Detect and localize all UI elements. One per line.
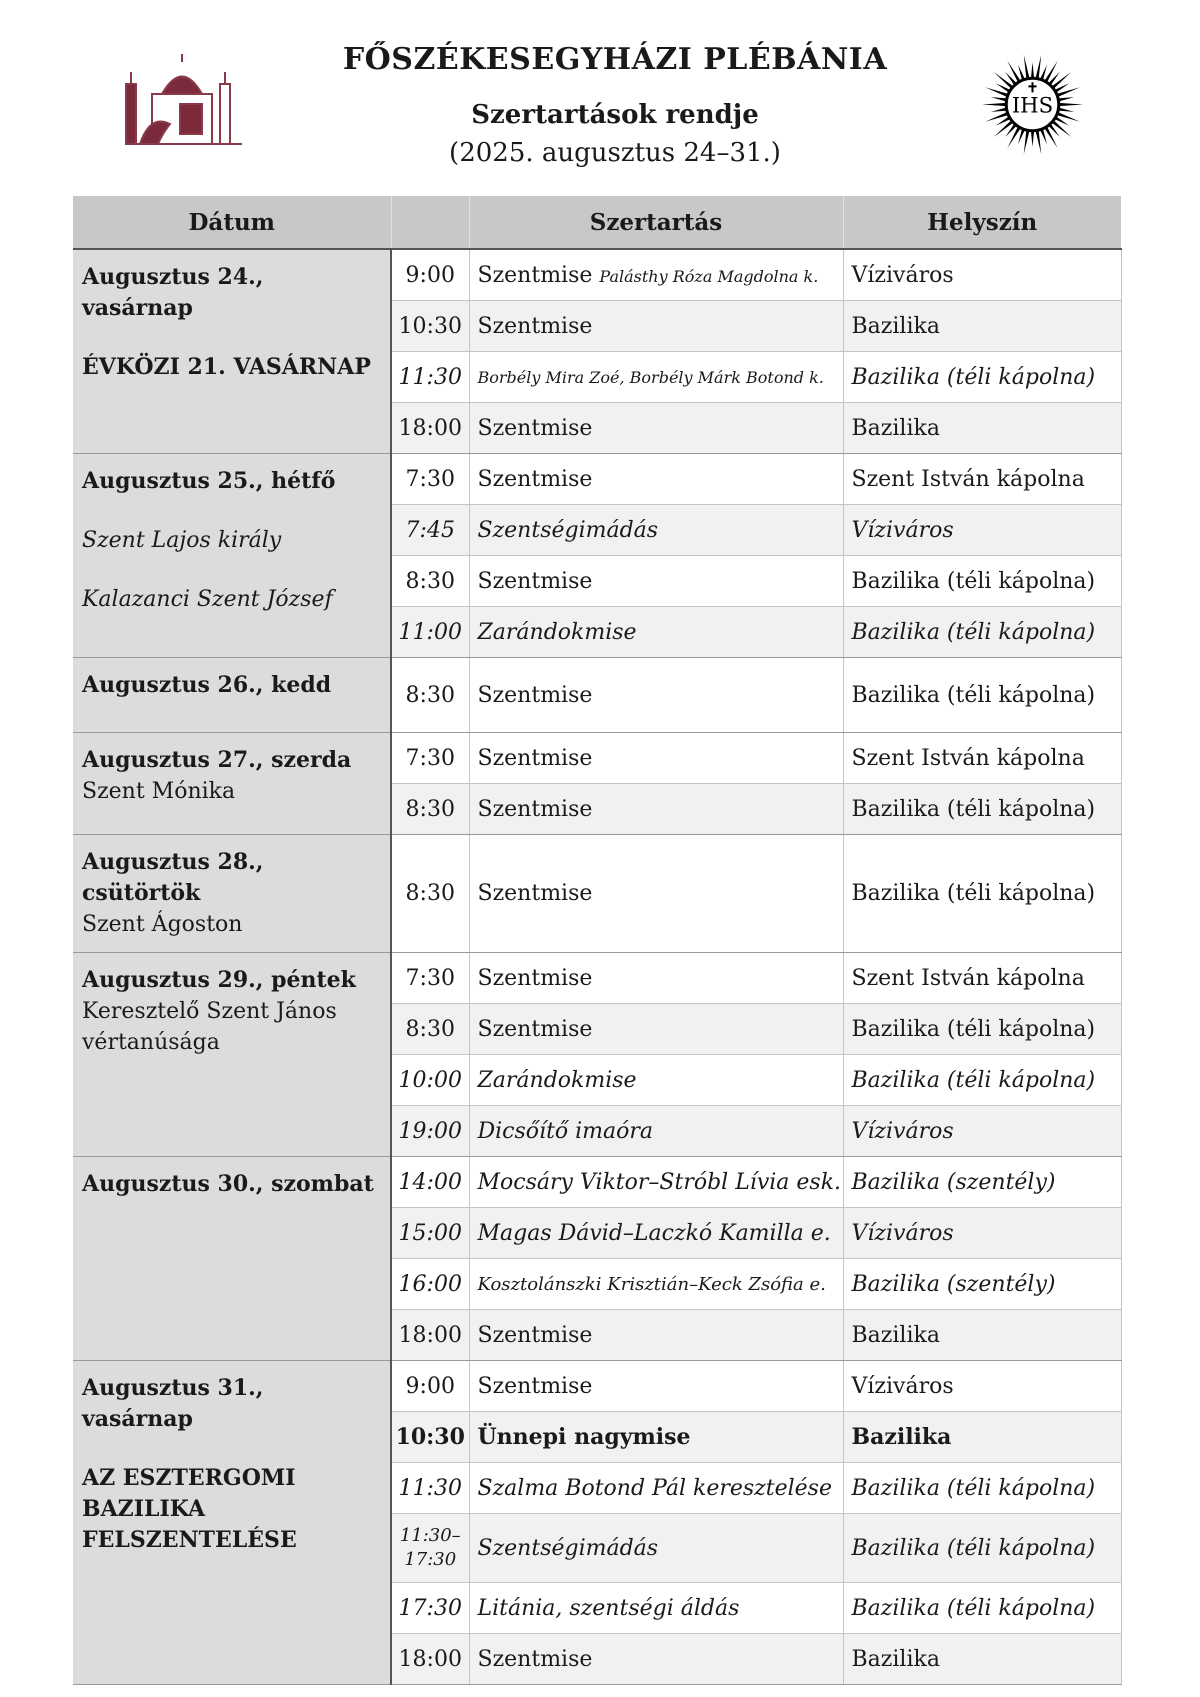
- day-feast: Kalazanci Szent József: [82, 587, 333, 612]
- table-row: [73, 454, 1121, 505]
- event-time: [391, 1514, 469, 1583]
- event-location: Szent István kápolna: [843, 953, 1121, 1004]
- event-location: Víziváros: [843, 1106, 1121, 1157]
- table-row: [73, 249, 1121, 301]
- event-service: Szentmise: [469, 784, 843, 835]
- day-feast: ÉVKÖZI 21. VASÁRNAP: [82, 354, 371, 380]
- event-time: 8:30: [391, 556, 469, 607]
- event-location: Bazilika: [843, 1634, 1121, 1685]
- sun-ray: [1024, 130, 1030, 154]
- day-cell-aug-29: [73, 953, 391, 1157]
- event-time: 17:30: [391, 1583, 469, 1634]
- event-service: Szentmise: [469, 658, 843, 733]
- event-time: 7:30: [391, 953, 469, 1004]
- day-feast: Szent Mónika: [82, 779, 236, 804]
- event-location: Bazilika: [843, 1310, 1121, 1361]
- event-location: Víziváros: [843, 505, 1121, 556]
- ihs-text: IHS: [1011, 92, 1054, 118]
- event-service: Szentmise: [469, 454, 843, 505]
- event-time: 19:00: [391, 1106, 469, 1157]
- event-location: Víziváros: [843, 1208, 1121, 1259]
- ihs-sun-emblem-icon: [980, 52, 1085, 157]
- event-location: Bazilika (téli kápolna): [843, 658, 1121, 733]
- event-time: 18:00: [391, 1634, 469, 1685]
- event-location: Bazilika (téli kápolna): [843, 352, 1121, 403]
- schedule-subtitle: Szertartások rendje: [471, 100, 759, 130]
- event-time: 16:00: [391, 1259, 469, 1310]
- day-date: Augusztus 27., szerda: [82, 747, 352, 773]
- sun-ray: [1059, 103, 1083, 106]
- event-location: Bazilika (téli kápolna): [843, 1004, 1121, 1055]
- event-location: Szent István kápolna: [843, 733, 1121, 784]
- event-time: 10:00: [391, 1055, 469, 1106]
- event-service: Szalma Botond Pál keresztelése: [469, 1463, 843, 1514]
- table-row: [73, 1157, 1121, 1208]
- event-location: Bazilika (téli kápolna): [843, 835, 1121, 953]
- col-header-service: Szertartás: [469, 196, 843, 249]
- event-location: Bazilika (téli kápolna): [843, 1055, 1121, 1106]
- sun-ray: [1007, 126, 1020, 148]
- sun-ray: [991, 97, 1007, 101]
- event-time: 10:30: [391, 301, 469, 352]
- sun-ray: [1040, 65, 1047, 81]
- parish-title: FŐSZÉKESEGYHÁZI PLÉBÁNIA: [342, 42, 888, 77]
- sun-ray: [1018, 129, 1025, 145]
- event-service: Dicsőítő imaóra: [469, 1106, 843, 1157]
- event-time: 8:30: [391, 835, 469, 953]
- day-cell-aug-27: [73, 733, 391, 835]
- event-service: Szentmise: [469, 1634, 843, 1685]
- event-time-start: 11:30–: [399, 1525, 461, 1546]
- event-location: Bazilika: [843, 301, 1121, 352]
- col-header-time: [391, 196, 469, 249]
- event-time: 18:00: [391, 403, 469, 454]
- day-date: Augusztus 30., szombat: [82, 1171, 374, 1197]
- col-header-date: Dátum: [73, 196, 391, 249]
- event-location: Bazilika (téli kápolna): [843, 607, 1121, 658]
- page-header: [0, 0, 1200, 190]
- event-service: Kosztolánszki Krisztián–Keck Zsófia e.: [469, 1259, 843, 1310]
- day-date: Augusztus 28., csütörtök: [82, 849, 264, 906]
- event-location: Bazilika (téli kápolna): [843, 1514, 1121, 1583]
- event-location: Bazilika (szentély): [843, 1157, 1121, 1208]
- event-service: Szentmise: [469, 1004, 843, 1055]
- day-cell-aug-24: [73, 249, 391, 454]
- event-time: 7:30: [391, 454, 469, 505]
- table-row: [73, 835, 1121, 953]
- day-feast: AZ ESZTERGOMI BAZILIKA FELSZENTELÉSE: [82, 1465, 297, 1553]
- sun-ray: [1040, 129, 1047, 145]
- event-time: 8:30: [391, 784, 469, 835]
- event-service: Szentmise: [469, 1361, 843, 1412]
- event-time-end: 17:30: [404, 1549, 457, 1570]
- day-feast: Szent Lajos király: [82, 528, 282, 553]
- date-range: (2025. augusztus 24–31.): [449, 138, 781, 168]
- table-row: [73, 1361, 1121, 1412]
- event-time: 8:30: [391, 1004, 469, 1055]
- sun-ray: [1035, 130, 1041, 154]
- table-header-row: [73, 196, 1121, 249]
- event-time: 11:30: [391, 1463, 469, 1514]
- sun-ray: [1044, 126, 1057, 148]
- event-service: Ünnepi nagymise: [469, 1412, 843, 1463]
- day-date: Augusztus 31., vasárnap: [82, 1375, 264, 1432]
- day-date: Augusztus 29., péntek: [82, 967, 356, 993]
- event-location: Bazilika (téli kápolna): [843, 1463, 1121, 1514]
- sun-ray: [1018, 65, 1025, 81]
- event-service: Szentmise: [469, 1310, 843, 1361]
- event-service: Borbély Mira Zoé, Borbély Márk Botond k.: [469, 352, 843, 403]
- day-feast: Keresztelő Szent János vértanúsága: [82, 999, 337, 1055]
- event-location: Víziváros: [843, 1361, 1121, 1412]
- sun-ray: [1052, 72, 1072, 89]
- day-cell-aug-31: [73, 1361, 391, 1685]
- day-feast: Szent Ágoston: [82, 912, 243, 937]
- event-time: 10:30: [391, 1412, 469, 1463]
- event-service: Magas Dávid–Laczkó Kamilla e.: [469, 1208, 843, 1259]
- event-service: Litánia, szentségi áldás: [469, 1583, 843, 1634]
- day-date: Augusztus 26., kedd: [82, 672, 332, 698]
- event-service: Zarándokmise: [469, 607, 843, 658]
- event-service: Szentmise: [469, 301, 843, 352]
- table-row: [73, 953, 1121, 1004]
- sun-ray: [1058, 107, 1074, 111]
- event-service: Szentmise: [469, 403, 843, 454]
- sun-ray: [994, 120, 1014, 137]
- sun-ray: [991, 107, 1007, 111]
- day-cell-aug-26: [73, 658, 391, 733]
- sun-ray: [1035, 55, 1041, 79]
- sun-ray: [1058, 97, 1074, 101]
- event-location: Szent István kápolna: [843, 454, 1121, 505]
- event-time: 15:00: [391, 1208, 469, 1259]
- sun-ray: [994, 72, 1014, 89]
- sun-ray: [1007, 61, 1020, 83]
- day-cell-aug-30: [73, 1157, 391, 1361]
- col-header-location: Helyszín: [843, 196, 1121, 249]
- sun-ray: [1052, 120, 1072, 137]
- event-service: Szentmise: [469, 835, 843, 953]
- sun-ray: [1044, 61, 1057, 83]
- event-time: 18:00: [391, 1310, 469, 1361]
- day-cell-aug-25: [73, 454, 391, 658]
- event-service: Szentségimádás: [469, 1514, 843, 1583]
- sun-ray: [1031, 131, 1034, 147]
- event-service: Mocsáry Viktor–Stróbl Lívia esk.: [469, 1157, 843, 1208]
- event-time: 9:00: [391, 1361, 469, 1412]
- event-location: Bazilika (téli kápolna): [843, 784, 1121, 835]
- event-time: 7:45: [391, 505, 469, 556]
- event-service: Szentmise: [469, 953, 843, 1004]
- event-location: Bazilika (téli kápolna): [843, 556, 1121, 607]
- event-time: 14:00: [391, 1157, 469, 1208]
- event-service: Szentmise: [469, 556, 843, 607]
- event-location: Bazilika (téli kápolna): [843, 1583, 1121, 1634]
- day-date: Augusztus 25., hétfő: [82, 468, 336, 494]
- event-time: 8:30: [391, 658, 469, 733]
- sun-ray: [1031, 62, 1034, 78]
- event-time: 11:30: [391, 352, 469, 403]
- table-row: [73, 658, 1121, 733]
- event-location: Bazilika: [843, 403, 1121, 454]
- day-date: Augusztus 24., vasárnap: [82, 264, 264, 321]
- schedule-table: [73, 196, 1122, 1685]
- day-cell-aug-28: [73, 835, 391, 953]
- event-service-label: Szentmise: [477, 262, 593, 288]
- event-location: Bazilika: [843, 1412, 1121, 1463]
- sun-ray: [1024, 55, 1030, 79]
- event-note: Palásthy Róza Magdolna k.: [599, 266, 819, 286]
- event-service: [469, 249, 843, 301]
- event-service: Szentmise: [469, 733, 843, 784]
- event-location: Víziváros: [843, 249, 1121, 301]
- event-time: 11:00: [391, 607, 469, 658]
- table-row: [73, 733, 1121, 784]
- event-time: 9:00: [391, 249, 469, 301]
- event-service: Szentségimádás: [469, 505, 843, 556]
- event-time: 7:30: [391, 733, 469, 784]
- event-location: Bazilika (szentély): [843, 1259, 1121, 1310]
- event-service: Zarándokmise: [469, 1055, 843, 1106]
- sun-ray: [982, 103, 1006, 106]
